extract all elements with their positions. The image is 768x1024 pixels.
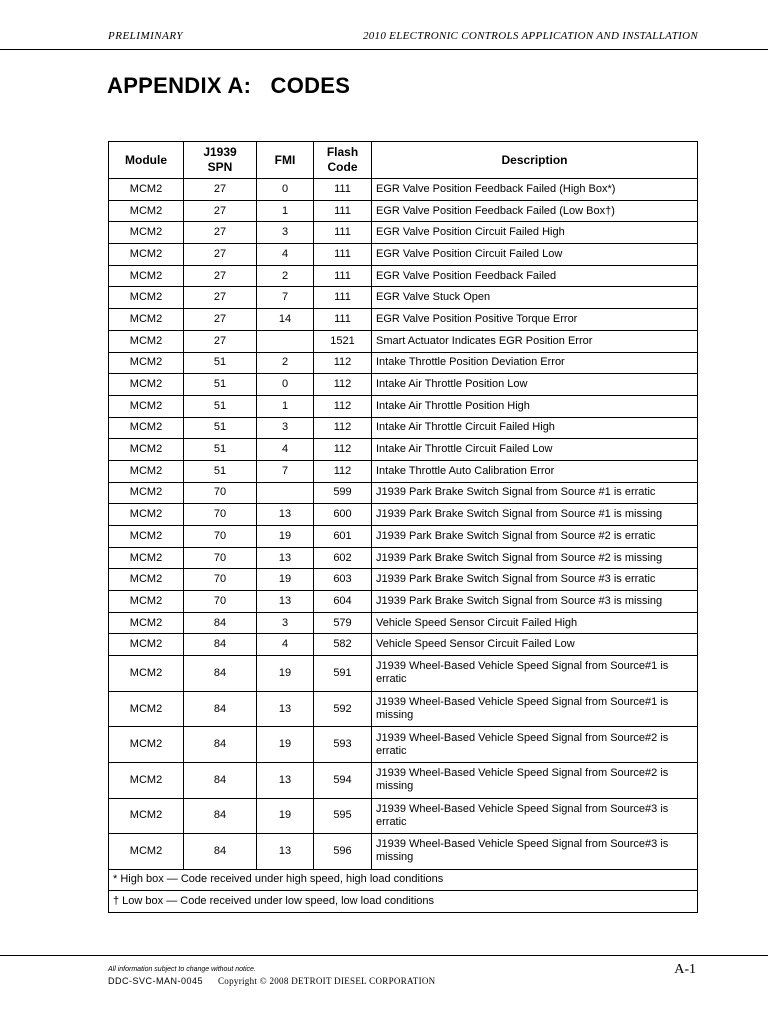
cell-flash: 604 <box>314 591 372 613</box>
cell-module: MCM2 <box>109 798 184 834</box>
cell-spn: 70 <box>184 569 257 591</box>
header-row <box>109 142 698 179</box>
table-row <box>109 200 698 222</box>
cell-flash: 599 <box>314 482 372 504</box>
cell-module: MCM2 <box>109 330 184 352</box>
table-row <box>109 504 698 526</box>
cell-fmi: 13 <box>257 691 314 727</box>
cell-flash: 579 <box>314 612 372 634</box>
cell-flash: 112 <box>314 460 372 482</box>
codes-table-notes <box>109 869 698 912</box>
table-row <box>109 656 698 692</box>
cell-fmi: 19 <box>257 656 314 692</box>
cell-fmi: 3 <box>257 612 314 634</box>
header-preliminary: PRELIMINARY <box>108 30 183 42</box>
cell-module: MCM2 <box>109 309 184 331</box>
cell-desc: Intake Throttle Auto Calibration Error <box>372 460 698 482</box>
cell-spn: 27 <box>184 265 257 287</box>
table-row <box>109 287 698 309</box>
cell-module: MCM2 <box>109 439 184 461</box>
table-row <box>109 798 698 834</box>
cell-module: MCM2 <box>109 374 184 396</box>
cell-desc: EGR Valve Position Feedback Failed (Low Box†) <box>372 200 698 222</box>
cell-desc: Intake Air Throttle Circuit Failed Low <box>372 439 698 461</box>
cell-spn: 84 <box>184 834 257 870</box>
cell-module: MCM2 <box>109 591 184 613</box>
cell-flash: 601 <box>314 526 372 548</box>
cell-fmi: 19 <box>257 798 314 834</box>
cell-desc: J1939 Park Brake Switch Signal from Source #1 is erratic <box>372 482 698 504</box>
cell-spn: 27 <box>184 287 257 309</box>
cell-spn: 84 <box>184 656 257 692</box>
cell-fmi: 3 <box>257 222 314 244</box>
table-row <box>109 460 698 482</box>
cell-spn: 27 <box>184 244 257 266</box>
table-row <box>109 547 698 569</box>
cell-module: MCM2 <box>109 656 184 692</box>
cell-fmi: 19 <box>257 727 314 763</box>
cell-desc: Intake Throttle Position Deviation Error <box>372 352 698 374</box>
cell-spn: 84 <box>184 727 257 763</box>
table-row <box>109 395 698 417</box>
cell-desc: J1939 Park Brake Switch Signal from Source #1 is missing <box>372 504 698 526</box>
cell-fmi: 1 <box>257 200 314 222</box>
cell-flash: 591 <box>314 656 372 692</box>
cell-fmi: 4 <box>257 439 314 461</box>
cell-spn: 84 <box>184 691 257 727</box>
cell-spn: 27 <box>184 330 257 352</box>
cell-desc: J1939 Wheel-Based Vehicle Speed Signal from Source#1 is missing <box>372 691 698 727</box>
cell-spn: 27 <box>184 179 257 201</box>
cell-spn: 27 <box>184 222 257 244</box>
flash-header-line-1: Flash <box>326 145 359 159</box>
cell-spn: 51 <box>184 439 257 461</box>
table-row <box>109 482 698 504</box>
flash-header-line-2: Code <box>327 160 358 174</box>
cell-desc: J1939 Park Brake Switch Signal from Source #2 is erratic <box>372 526 698 548</box>
column-header-fmi: FMI <box>257 142 314 179</box>
cell-desc: EGR Valve Position Feedback Failed <box>372 265 698 287</box>
cell-spn: 84 <box>184 612 257 634</box>
cell-desc: J1939 Park Brake Switch Signal from Source #3 is erratic <box>372 569 698 591</box>
cell-flash: 111 <box>314 244 372 266</box>
cell-fmi: 1 <box>257 395 314 417</box>
cell-spn: 51 <box>184 352 257 374</box>
cell-spn: 70 <box>184 482 257 504</box>
cell-flash: 112 <box>314 439 372 461</box>
table-row <box>109 612 698 634</box>
footnote-row <box>109 891 698 913</box>
cell-spn: 51 <box>184 395 257 417</box>
cell-spn: 27 <box>184 200 257 222</box>
cell-module: MCM2 <box>109 504 184 526</box>
table-row <box>109 727 698 763</box>
cell-module: MCM2 <box>109 244 184 266</box>
table-row <box>109 352 698 374</box>
cell-flash: 112 <box>314 374 372 396</box>
cell-flash: 112 <box>314 417 372 439</box>
cell-module: MCM2 <box>109 200 184 222</box>
cell-desc: EGR Valve Position Circuit Failed High <box>372 222 698 244</box>
table-row <box>109 439 698 461</box>
cell-desc: J1939 Park Brake Switch Signal from Source #3 is missing <box>372 591 698 613</box>
cell-flash: 112 <box>314 395 372 417</box>
cell-fmi: 4 <box>257 634 314 656</box>
footer-rule <box>0 955 768 956</box>
table-row <box>109 244 698 266</box>
cell-desc: J1939 Wheel-Based Vehicle Speed Signal from Source#3 is erratic <box>372 798 698 834</box>
footnote-text: * High box — Code received under high speed, high load conditions <box>109 869 698 891</box>
cell-desc: J1939 Wheel-Based Vehicle Speed Signal from Source#2 is erratic <box>372 727 698 763</box>
table-row <box>109 591 698 613</box>
cell-spn: 84 <box>184 798 257 834</box>
cell-desc: EGR Valve Position Circuit Failed Low <box>372 244 698 266</box>
cell-module: MCM2 <box>109 265 184 287</box>
cell-desc: J1939 Wheel-Based Vehicle Speed Signal from Source#1 is erratic <box>372 656 698 692</box>
cell-desc: EGR Valve Stuck Open <box>372 287 698 309</box>
cell-fmi: 7 <box>257 460 314 482</box>
codes-table-header <box>109 142 698 179</box>
cell-module: MCM2 <box>109 547 184 569</box>
column-header-spn <box>184 142 257 179</box>
column-header-flash-code <box>314 142 372 179</box>
cell-spn: 84 <box>184 634 257 656</box>
cell-module: MCM2 <box>109 395 184 417</box>
header-manual-title: 2010 ELECTRONIC CONTROLS APPLICATION AND INSTALLATION <box>362 30 698 42</box>
codes-table-body <box>109 179 698 870</box>
cell-spn: 70 <box>184 591 257 613</box>
table-row <box>109 691 698 727</box>
cell-spn: 51 <box>184 460 257 482</box>
cell-spn: 84 <box>184 762 257 798</box>
cell-flash: 111 <box>314 179 372 201</box>
cell-desc: Smart Actuator Indicates EGR Position Error <box>372 330 698 352</box>
cell-module: MCM2 <box>109 612 184 634</box>
cell-module: MCM2 <box>109 526 184 548</box>
cell-fmi: 13 <box>257 834 314 870</box>
cell-flash: 602 <box>314 547 372 569</box>
cell-module: MCM2 <box>109 834 184 870</box>
table-row <box>109 222 698 244</box>
footnote-text: † Low box — Code received under low speed, low load conditions <box>109 891 698 913</box>
table-row <box>109 330 698 352</box>
cell-module: MCM2 <box>109 179 184 201</box>
cell-flash: 596 <box>314 834 372 870</box>
cell-fmi: 19 <box>257 526 314 548</box>
footer-notice: All information subject to change without notice. <box>108 966 256 973</box>
cell-fmi: 7 <box>257 287 314 309</box>
cell-flash: 111 <box>314 265 372 287</box>
cell-desc: Intake Air Throttle Position Low <box>372 374 698 396</box>
cell-flash: 111 <box>314 200 372 222</box>
cell-fmi <box>257 482 314 504</box>
cell-flash: 592 <box>314 691 372 727</box>
cell-spn: 51 <box>184 417 257 439</box>
cell-module: MCM2 <box>109 691 184 727</box>
cell-module: MCM2 <box>109 352 184 374</box>
cell-flash: 112 <box>314 352 372 374</box>
cell-desc: Vehicle Speed Sensor Circuit Failed Low <box>372 634 698 656</box>
table-row <box>109 834 698 870</box>
cell-spn: 70 <box>184 526 257 548</box>
footnote-row <box>109 869 698 891</box>
cell-fmi: 0 <box>257 374 314 396</box>
cell-spn: 70 <box>184 547 257 569</box>
page-title: APPENDIX A: CODES <box>107 73 351 98</box>
cell-spn: 27 <box>184 309 257 331</box>
cell-module: MCM2 <box>109 727 184 763</box>
cell-module: MCM2 <box>109 762 184 798</box>
codes-table <box>108 141 698 913</box>
cell-flash: 603 <box>314 569 372 591</box>
footer-doc-number: DDC-SVC-MAN-0045 <box>108 976 204 986</box>
cell-module: MCM2 <box>109 222 184 244</box>
table-row <box>109 374 698 396</box>
spn-header-line-1: J1939 <box>203 145 237 159</box>
cell-fmi: 3 <box>257 417 314 439</box>
table-row <box>109 526 698 548</box>
cell-module: MCM2 <box>109 569 184 591</box>
cell-fmi: 13 <box>257 762 314 798</box>
table-row <box>109 265 698 287</box>
cell-fmi: 13 <box>257 591 314 613</box>
cell-desc: EGR Valve Position Feedback Failed (High Box*) <box>372 179 698 201</box>
cell-desc: J1939 Wheel-Based Vehicle Speed Signal from Source#2 is missing <box>372 762 698 798</box>
cell-desc: J1939 Wheel-Based Vehicle Speed Signal from Source#3 is missing <box>372 834 698 870</box>
table-row <box>109 417 698 439</box>
column-header-description: Description <box>372 142 698 179</box>
cell-fmi: 2 <box>257 265 314 287</box>
table-row <box>109 634 698 656</box>
cell-fmi: 4 <box>257 244 314 266</box>
cell-fmi <box>257 330 314 352</box>
table-row <box>109 762 698 798</box>
cell-flash: 111 <box>314 222 372 244</box>
cell-flash: 600 <box>314 504 372 526</box>
cell-module: MCM2 <box>109 417 184 439</box>
column-header-module: Module <box>109 142 184 179</box>
table-row <box>109 179 698 201</box>
cell-module: MCM2 <box>109 482 184 504</box>
cell-module: MCM2 <box>109 460 184 482</box>
cell-fmi: 2 <box>257 352 314 374</box>
cell-flash: 582 <box>314 634 372 656</box>
cell-flash: 595 <box>314 798 372 834</box>
table-row <box>109 309 698 331</box>
cell-flash: 594 <box>314 762 372 798</box>
cell-desc: Vehicle Speed Sensor Circuit Failed High <box>372 612 698 634</box>
spn-header-line-2: SPN <box>207 160 233 174</box>
cell-fmi: 19 <box>257 569 314 591</box>
table-row <box>109 569 698 591</box>
cell-spn: 51 <box>184 374 257 396</box>
cell-spn: 70 <box>184 504 257 526</box>
cell-flash: 111 <box>314 309 372 331</box>
footer-page-number: A-1 <box>674 962 696 977</box>
cell-fmi: 0 <box>257 179 314 201</box>
cell-flash: 1521 <box>314 330 372 352</box>
cell-desc: Intake Air Throttle Circuit Failed High <box>372 417 698 439</box>
cell-flash: 111 <box>314 287 372 309</box>
cell-flash: 593 <box>314 727 372 763</box>
cell-module: MCM2 <box>109 287 184 309</box>
cell-fmi: 13 <box>257 504 314 526</box>
cell-desc: Intake Air Throttle Position High <box>372 395 698 417</box>
header-rule <box>0 49 768 50</box>
footer-copyright: Copyright © 2008 DETROIT DIESEL CORPORATION <box>218 976 436 986</box>
cell-fmi: 14 <box>257 309 314 331</box>
cell-desc: J1939 Park Brake Switch Signal from Source #2 is missing <box>372 547 698 569</box>
cell-module: MCM2 <box>109 634 184 656</box>
cell-fmi: 13 <box>257 547 314 569</box>
cell-desc: EGR Valve Position Positive Torque Error <box>372 309 698 331</box>
